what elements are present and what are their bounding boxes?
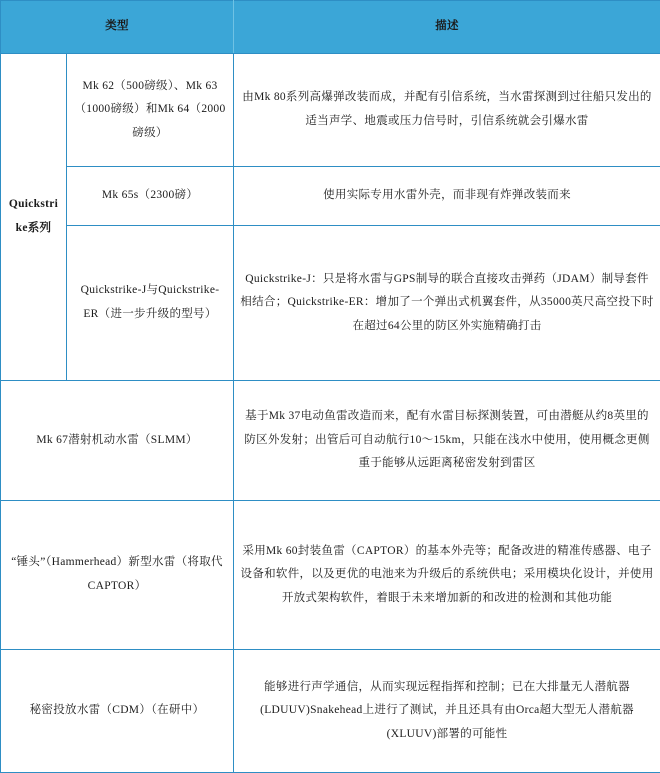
type-cell-mk62: Mk 62（500磅级）、Mk 63（1000磅级）和Mk 64（2000磅级） xyxy=(67,54,234,167)
table-row xyxy=(1,167,660,226)
table-row xyxy=(1,501,660,650)
table-row xyxy=(1,381,660,501)
description-cell-quickstrike-j-er: Quickstrike-J：只是将水雷与GPS制导的联合直接攻击弹药（JDAM）制导套件相结合；Quickstrike-ER：增加了一个弹出式机翼套件，从35000英尺高空投下时在超过64公里的防区外实施精确打击 xyxy=(234,226,660,381)
description-cell-hammerhead: 采用Mk 60封装鱼雷（CAPTOR）的基本外壳等；配备改进的精准传感器、电子设备和软件，以及更优的电池来为升级后的系统供电；采用模块化设计，并使用开放式架构软件，着眼于未来增加新的和改进的检测和其他功能 xyxy=(234,501,660,650)
header-row xyxy=(1,1,660,54)
column-header-type: 类型 xyxy=(1,1,234,54)
column-header-description: 描述 xyxy=(234,1,660,54)
table-header xyxy=(1,1,660,54)
table-row xyxy=(1,226,660,381)
group-label-quickstrike: Quickstrike系列 xyxy=(1,54,67,381)
type-cell-mk65s: Mk 65s（2300磅） xyxy=(67,167,234,226)
table-row xyxy=(1,650,660,773)
type-cell-hammerhead: “锤头”（Hammerhead）新型水雷（将取代CAPTOR） xyxy=(1,501,234,650)
type-cell-mk67-slmm: Mk 67潜射机动水雷（SLMM） xyxy=(1,381,234,501)
type-cell-quickstrike-j-er: Quickstrike-J与Quickstrike-ER（进一步升级的型号） xyxy=(67,226,234,381)
table-row xyxy=(1,54,660,167)
table-body xyxy=(1,54,660,773)
type-cell-cdm: 秘密投放水雷（CDM）（在研中） xyxy=(1,650,234,773)
description-cell-mk65s: 使用实际专用水雷外壳，而非现有炸弹改装而来 xyxy=(234,167,660,226)
description-cell-mk67-slmm: 基于Mk 37电动鱼雷改造而来，配有水雷目标探测装置，可由潜艇从约8英里的防区外发射；出管后可自动航行10～15km，只能在浅水中使用，使用概念更侧重于能够从远距离秘密发射到雷区 xyxy=(234,381,660,501)
description-cell-cdm: 能够进行声学通信，从而实现远程指挥和控制；已在大排量无人潜航器(LDUUV)Snakehead上进行了测试，并且还具有由Orca超大型无人潜航器(XLUUV)部署的可能性 xyxy=(234,650,660,773)
description-cell-mk62: 由Mk 80系列高爆弹改装而成，并配有引信系统，当水雷探测到过往船只发出的适当声学、地震或压力信号时，引信系统就会引爆水雷 xyxy=(234,54,660,167)
